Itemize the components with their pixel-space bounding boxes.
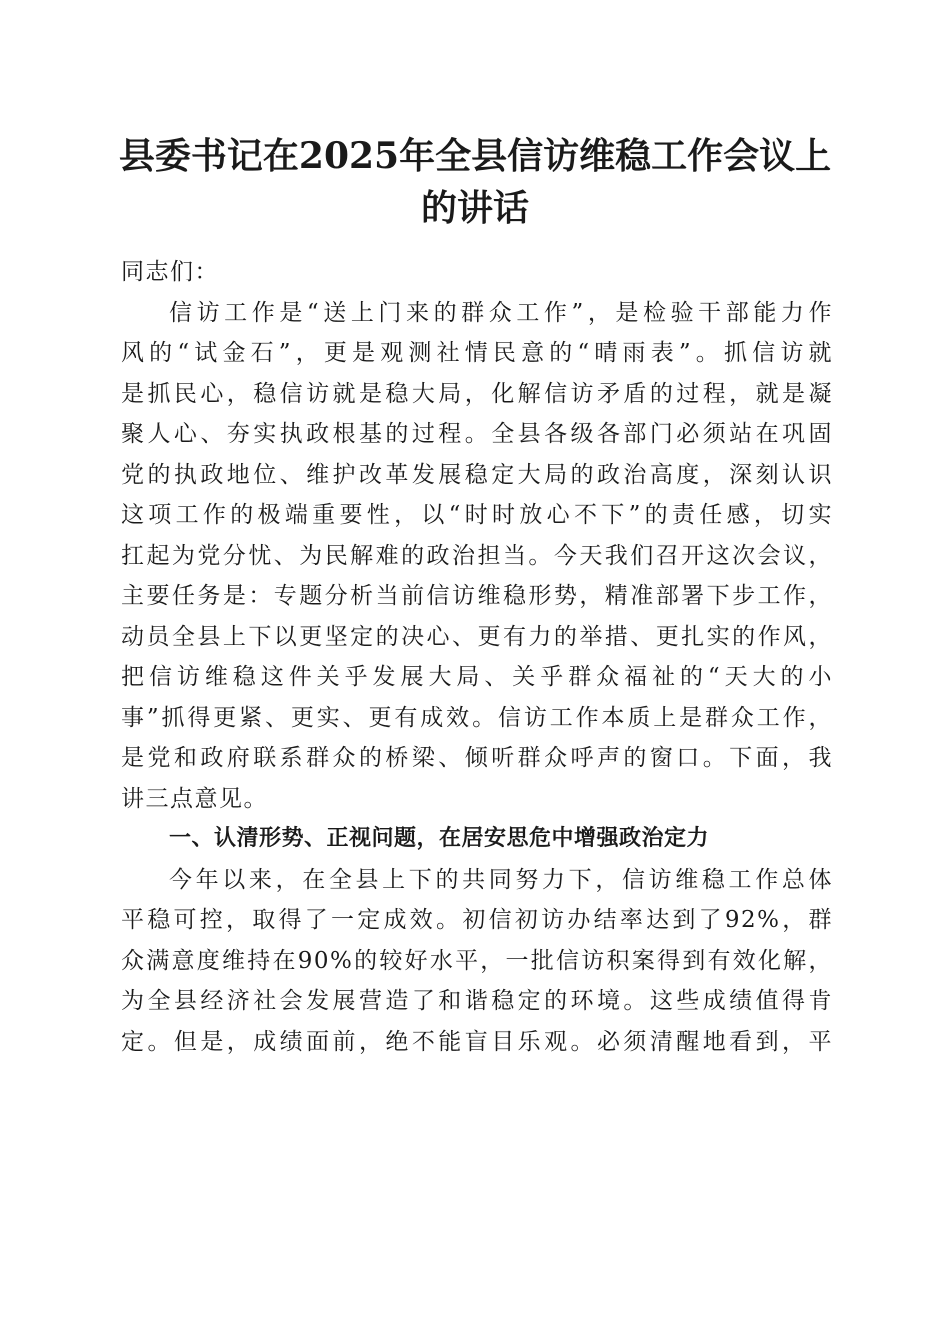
paragraph-line: 事”抓得更紧、更实、更有成效。信访工作本质上是群众工作， bbox=[121, 704, 833, 731]
paragraph-line: 是抓民心，稳信访就是稳大局，化解信访矛盾的过程，就是凝 bbox=[121, 380, 833, 407]
document-body bbox=[121, 252, 833, 1062]
paragraph-line: 讲三点意见。 bbox=[121, 785, 268, 812]
section-heading-1: 一、认清形势、正视问题，在居安思危中增强政治定力 bbox=[169, 826, 710, 851]
paragraph-line: 为全县经济社会发展营造了和谐稳定的环境。这些成绩值得肯 bbox=[121, 988, 833, 1014]
paragraph-line: 信访工作是“送上门来的群众工作”，是检验干部能力作 bbox=[169, 299, 833, 326]
document-title bbox=[80, 130, 870, 234]
paragraph-line: 今年以来，在全县上下的共同努力下，信访维稳工作总体 bbox=[169, 866, 833, 893]
paragraph-line: 聚人心、夯实执政根基的过程。全县各级各部门必须站在巩固 bbox=[121, 421, 833, 447]
paragraph-line: 动员全县上下以更坚定的决心、更有力的举措、更扎实的作风， bbox=[121, 623, 833, 650]
paragraph-line: 定。但是，成绩面前，绝不能盲目乐观。必须清醒地看到，平 bbox=[121, 1028, 833, 1055]
paragraph-line: 众满意度维持在90%的较好水平，一批信访积案得到有效化解， bbox=[121, 947, 833, 974]
paragraph-line: 主要任务是：专题分析当前信访维稳形势，精准部署下步工作， bbox=[121, 583, 833, 609]
paragraph-line: 平稳可控，取得了一定成效。初信初访办结率达到了92%，群 bbox=[121, 907, 833, 933]
paragraph-1 bbox=[121, 293, 833, 820]
paragraph-2 bbox=[121, 860, 833, 1063]
paragraph-line: 这项工作的极端重要性，以“时时放心不下”的责任感，切实 bbox=[121, 502, 833, 528]
paragraph-line: 扛起为党分忧、为民解难的政治担当。今天我们召开这次会议， bbox=[121, 542, 833, 569]
paragraph-line: 把信访维稳这件关乎发展大局、关乎群众福祉的“天大的小 bbox=[121, 664, 833, 690]
title-line-2: 的讲话 bbox=[420, 187, 529, 229]
title-line-1: 县委书记在2025年全县信访维稳工作会议上 bbox=[118, 135, 832, 177]
salutation: 同志们： bbox=[121, 259, 219, 285]
paragraph-line: 风的“试金石”，更是观测社情民意的“晴雨表”。抓信访就 bbox=[121, 340, 833, 366]
paragraph-line: 党的执政地位、维护改革发展稳定大局的政治高度，深刻认识 bbox=[121, 461, 833, 488]
paragraph-line: 是党和政府联系群众的桥梁、倾听群众呼声的窗口。下面，我 bbox=[121, 745, 833, 771]
